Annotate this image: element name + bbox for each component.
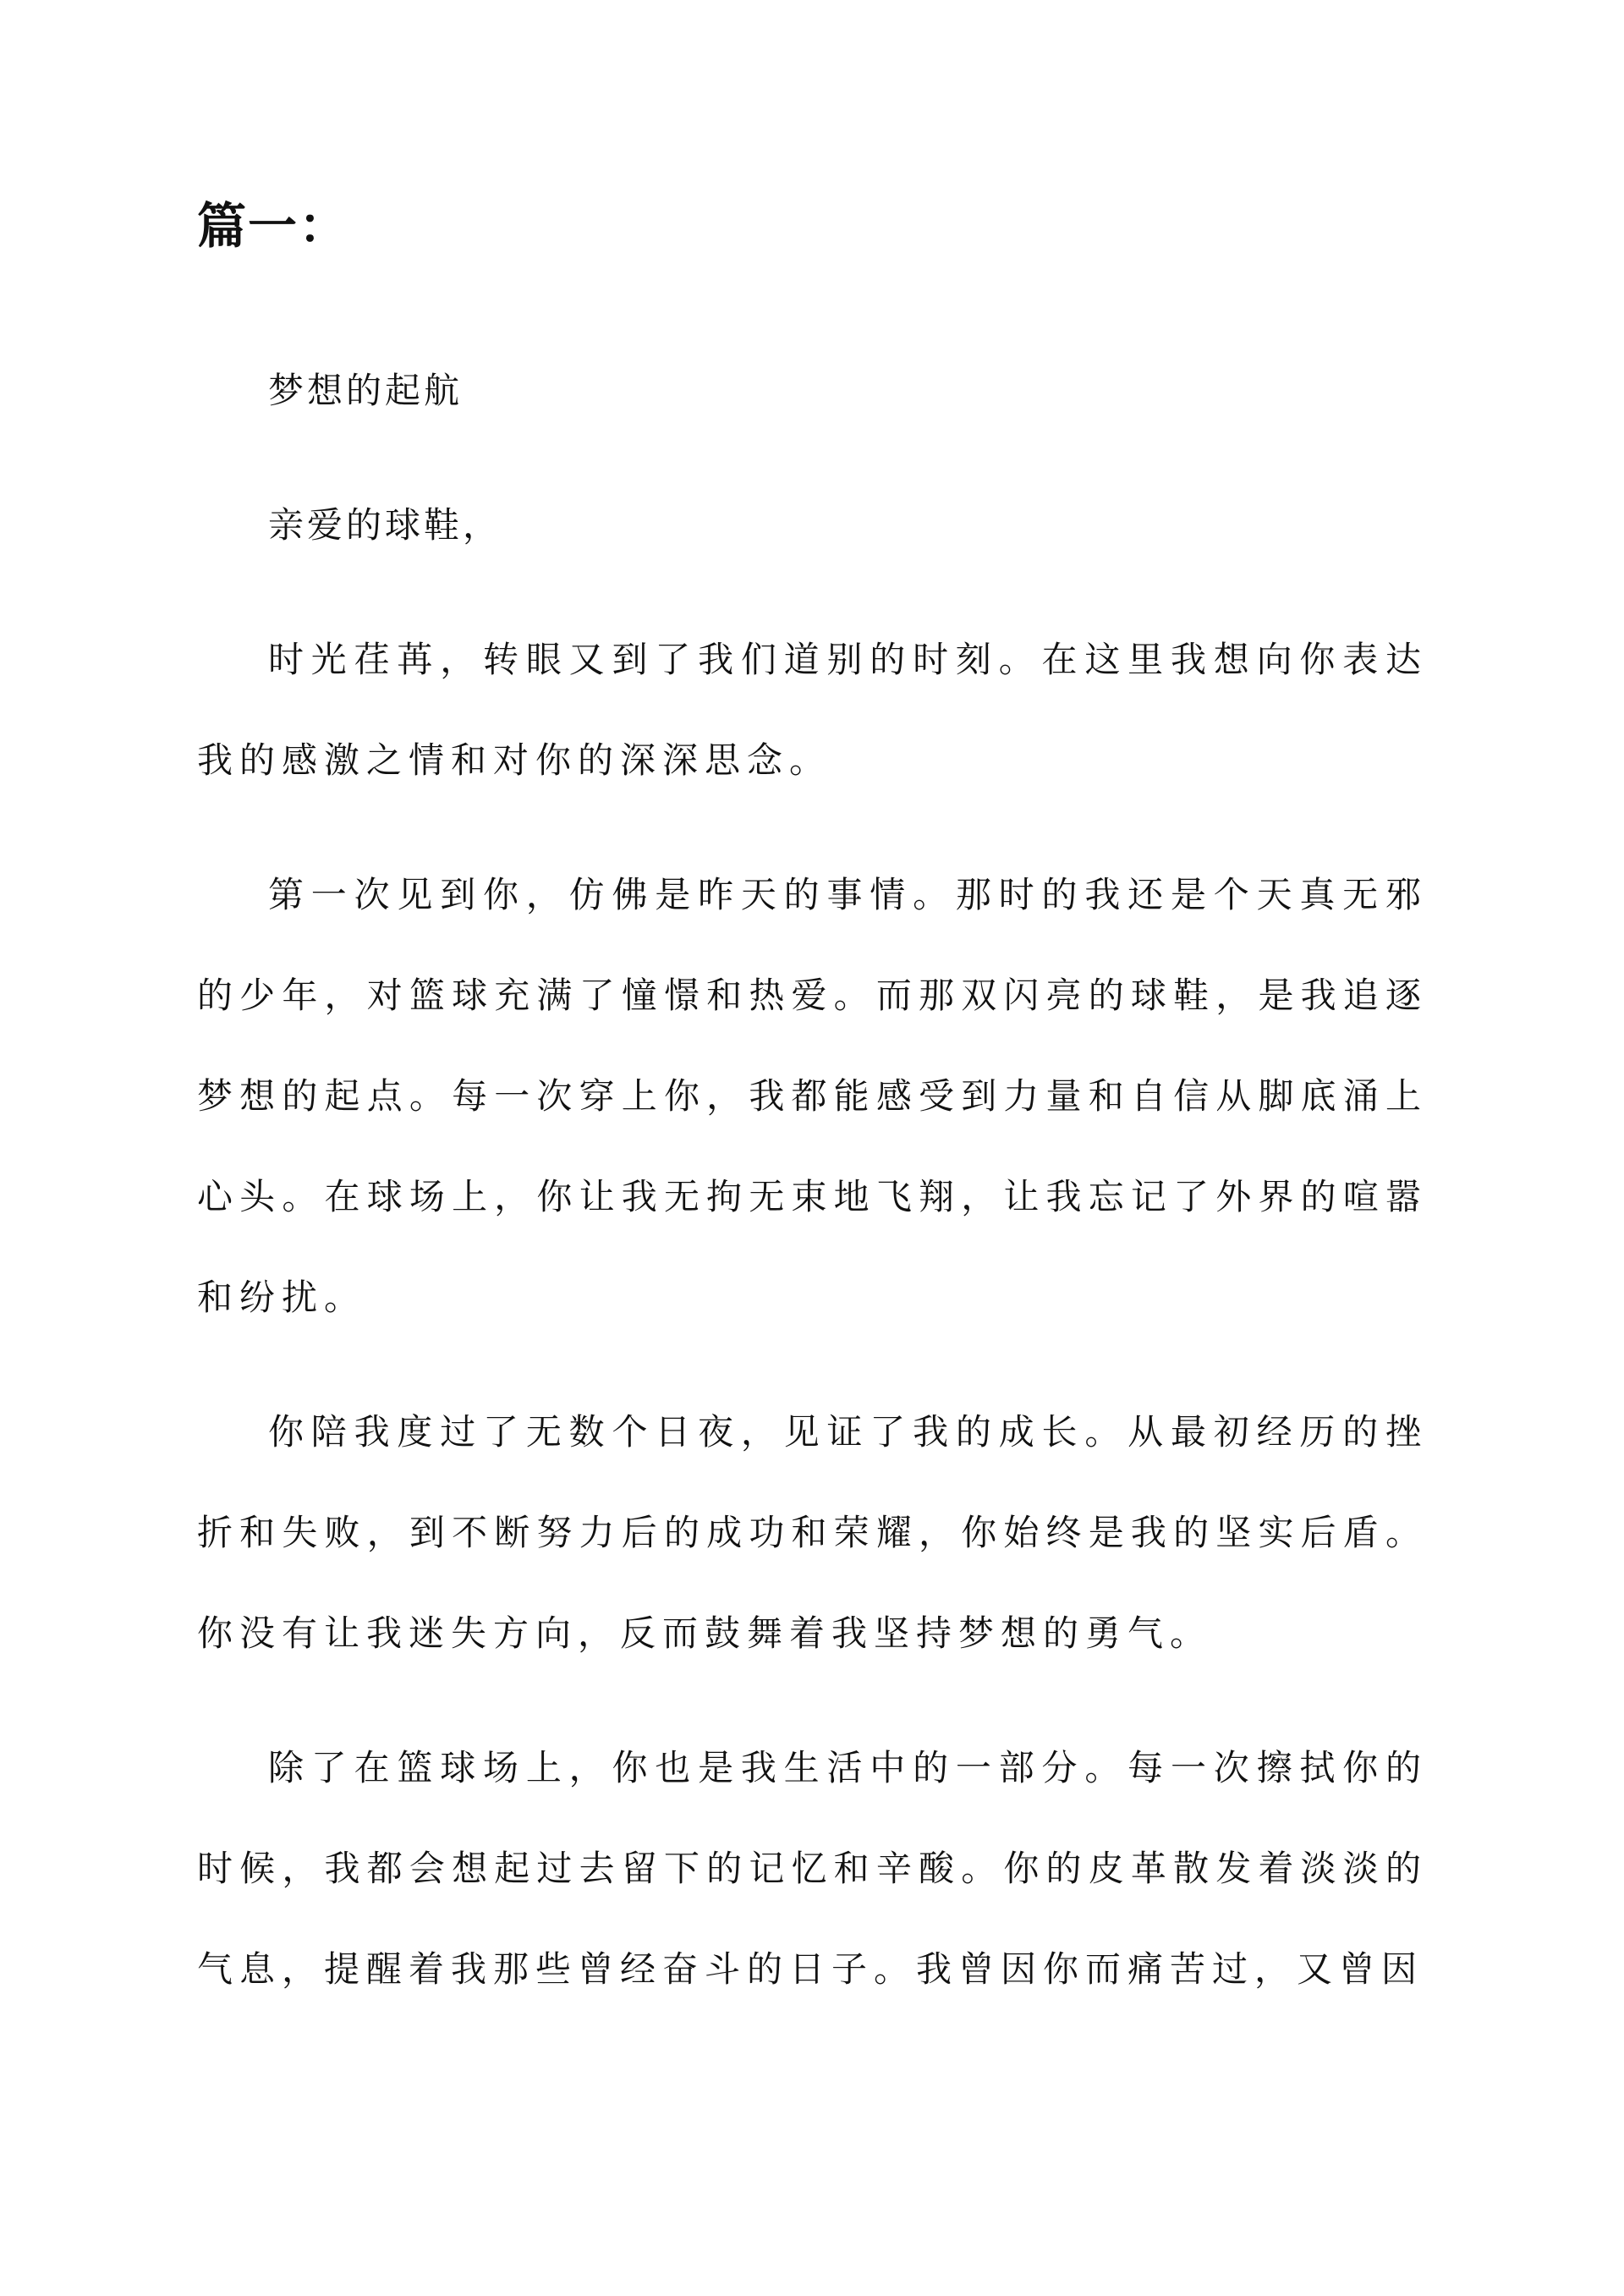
paragraph-salutation: 亲爱的球鞋， bbox=[268, 504, 502, 546]
paragraph: 时光荏苒，转眼又到了我们道别的时刻。在这里我想向你表达我的感激之情和对你的深深思念。 bbox=[197, 639, 1428, 781]
paragraph: 你陪我度过了无数个日夜，见证了我的成长。从最初经历的挫折和失败，到不断努力后的成功和荣耀，你始终是我的坚实后盾。你没有让我迷失方向，反而鼓舞着我坚持梦想的勇气。 bbox=[197, 1411, 1428, 1654]
document-body bbox=[197, 340, 1428, 2053]
paragraph: 除了在篮球场上，你也是我生活中的一部分。每一次擦拭你的时候，我都会想起过去留下的记忆和辛酸。你的皮革散发着淡淡的气息，提醒着我那些曾经奋斗的日子。我曾因你而痛苦过，又曾因 bbox=[197, 1747, 1428, 1990]
paragraph-title: 梦想的起航 bbox=[268, 370, 464, 411]
paragraph: 第一次见到你，仿佛是昨天的事情。那时的我还是个天真无邪的少年，对篮球充满了憧憬和热爱。而那双闪亮的球鞋，是我追逐梦想的起点。每一次穿上你，我都能感受到力量和自信从脚底涌上心头。在球场上，你让我无拘无束地飞翔，让我忘记了外界的喧嚣和纷扰。 bbox=[197, 874, 1428, 1318]
document-heading: 篇一： bbox=[197, 197, 350, 255]
